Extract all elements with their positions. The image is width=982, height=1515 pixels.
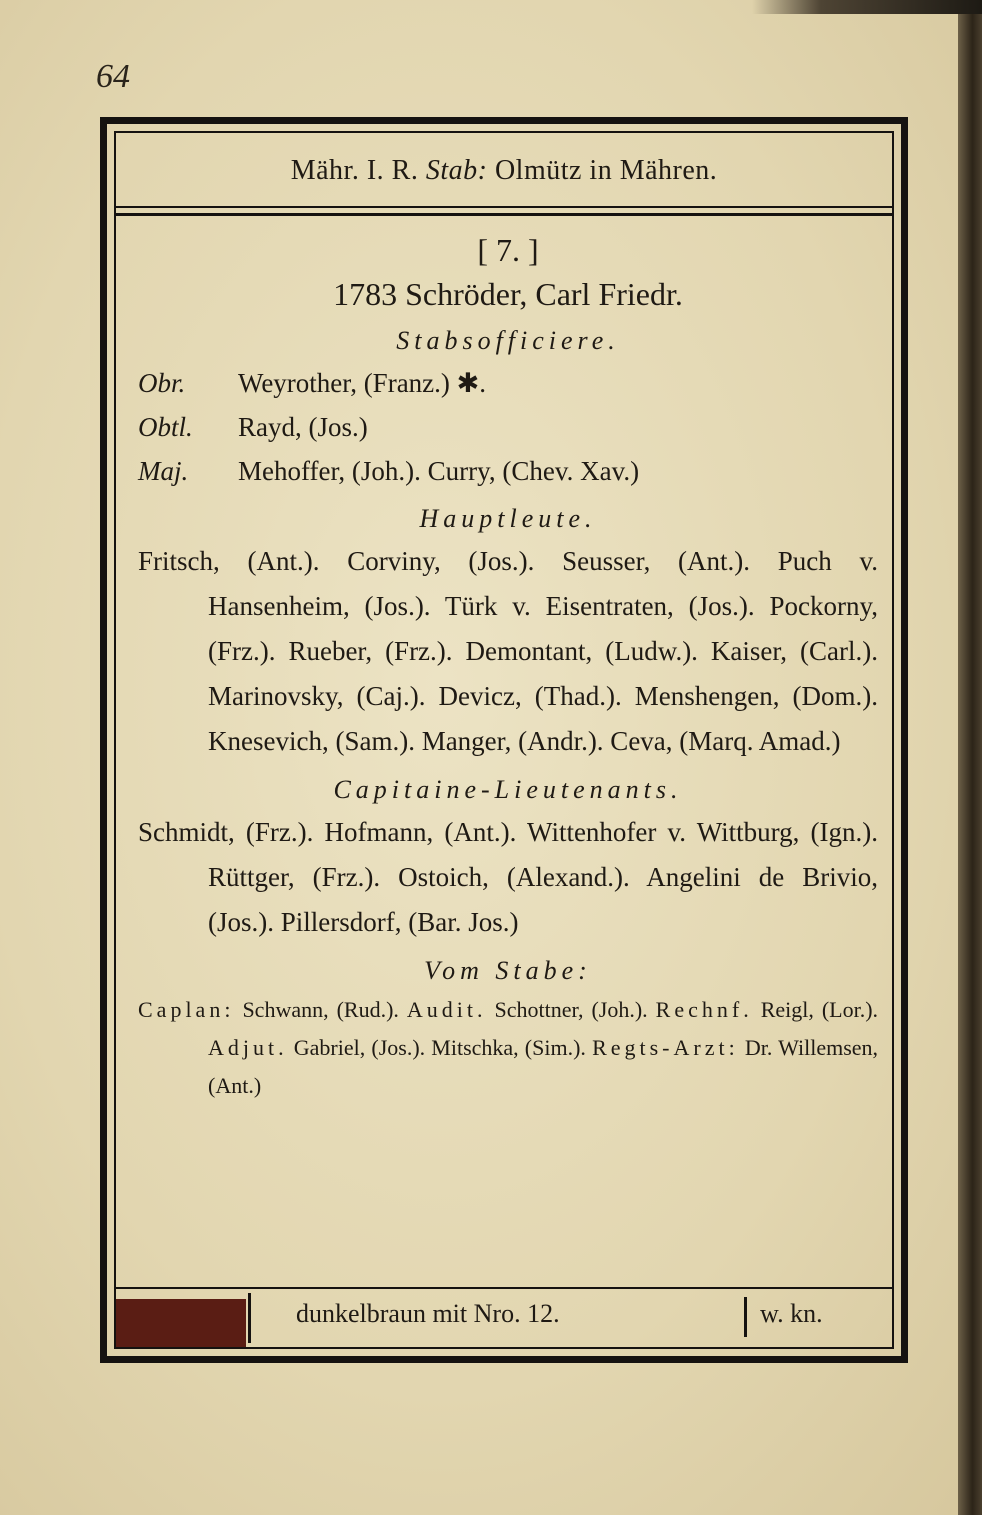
regiment-inner-frame (114, 131, 894, 1349)
header-stab-label: Stab: (425, 155, 488, 186)
header-rule-thick (116, 213, 892, 216)
staff-row-obr (138, 361, 878, 405)
header-prefix: Mähr. I. R. (290, 155, 419, 186)
rechnf-label: Rechnf. (655, 997, 753, 1022)
regiment-header (116, 155, 892, 187)
hauptleute-list: Fritsch, (Ant.). Corviny, (Jos.). Seusser, (Ant.). Puch v. Hansenheim, (Jos.). Türk v. Eisentraten, (Jos.). Pockorny, (Frz.). Rueber, (Frz.). Demontant, (Ludw.). Kaiser, (Carl.). Marinovsky, (Caj.). Devicz, (Thad.). Menshengen, (Dom.). Knesevich, (Sam.). Manger, (Andr.). Ceva, (Marq. Amad.) (138, 546, 878, 756)
page-number: 64 (96, 58, 130, 95)
button-code: w. kn. (760, 1299, 823, 1328)
arzt-label: Regts-Arzt: (592, 1035, 739, 1060)
page-gutter (958, 0, 982, 1515)
header-location: Olmütz in Mähren. (494, 155, 718, 186)
footer-divider (248, 1293, 251, 1343)
footer-divider (744, 1297, 747, 1337)
rank-label: Obtl. (138, 412, 193, 442)
audit-name: Schottner, (Joh.). (494, 997, 648, 1022)
rank-names: Weyrother, (Franz.) ✱. (238, 368, 487, 398)
audit-label: Audit. (406, 997, 487, 1022)
caplan-label: Caplan: (138, 997, 235, 1022)
capitaine-list: Schmidt, (Frz.). Hofmann, (Ant.). Wittenhofer v. Wittburg, (Ign.). Rüttger, (Frz.). Ostoich, (Alexand.). Angelini de Brivio, (Jos.). Pillersdorf, (Bar. Jos.) (138, 817, 878, 937)
regiment-number: [ 7. ] (477, 232, 539, 268)
section-hauptleute: Hauptleute. (419, 504, 597, 533)
regiment-content (138, 221, 878, 1105)
uniform-footer (116, 1289, 892, 1347)
staff-row-obtl (138, 405, 878, 449)
section-stabsofficiere: Stabsofficiere. (396, 326, 620, 355)
facing-description: dunkelbraun mit Nro. 12. (296, 1299, 560, 1328)
section-vom-stabe: Vom Stabe: (424, 956, 592, 985)
rank-label: Maj. (138, 456, 189, 486)
rank-names: Mehoffer, (Joh.). Curry, (Chev. Xav.) (238, 456, 640, 486)
header-rule-thin (116, 206, 892, 208)
page-edge-shadow (752, 0, 982, 14)
arzt-name: Dr. Willemsen, (Ant.) (208, 1035, 879, 1098)
section-capitaine-lieutenants: Capitaine-Lieutenants. (333, 775, 683, 804)
facing-color-swatch (116, 1299, 246, 1347)
rechnf-name: Reigl, (Lor.). (760, 997, 879, 1022)
rank-label: Obr. (138, 368, 186, 398)
adjut-name: Gabriel, (Jos.). Mitschka, (Sim.). (293, 1035, 586, 1060)
vom-stabe-list (138, 991, 878, 1105)
regiment-frame (100, 117, 908, 1363)
adjut-label: Adjut. (208, 1035, 288, 1060)
caplan-name: Schwann, (Rud.). (242, 997, 399, 1022)
regiment-colonel: 1783 Schröder, Carl Friedr. (333, 276, 683, 312)
rank-names: Rayd, (Jos.) (238, 412, 368, 442)
staff-row-maj (138, 449, 878, 493)
